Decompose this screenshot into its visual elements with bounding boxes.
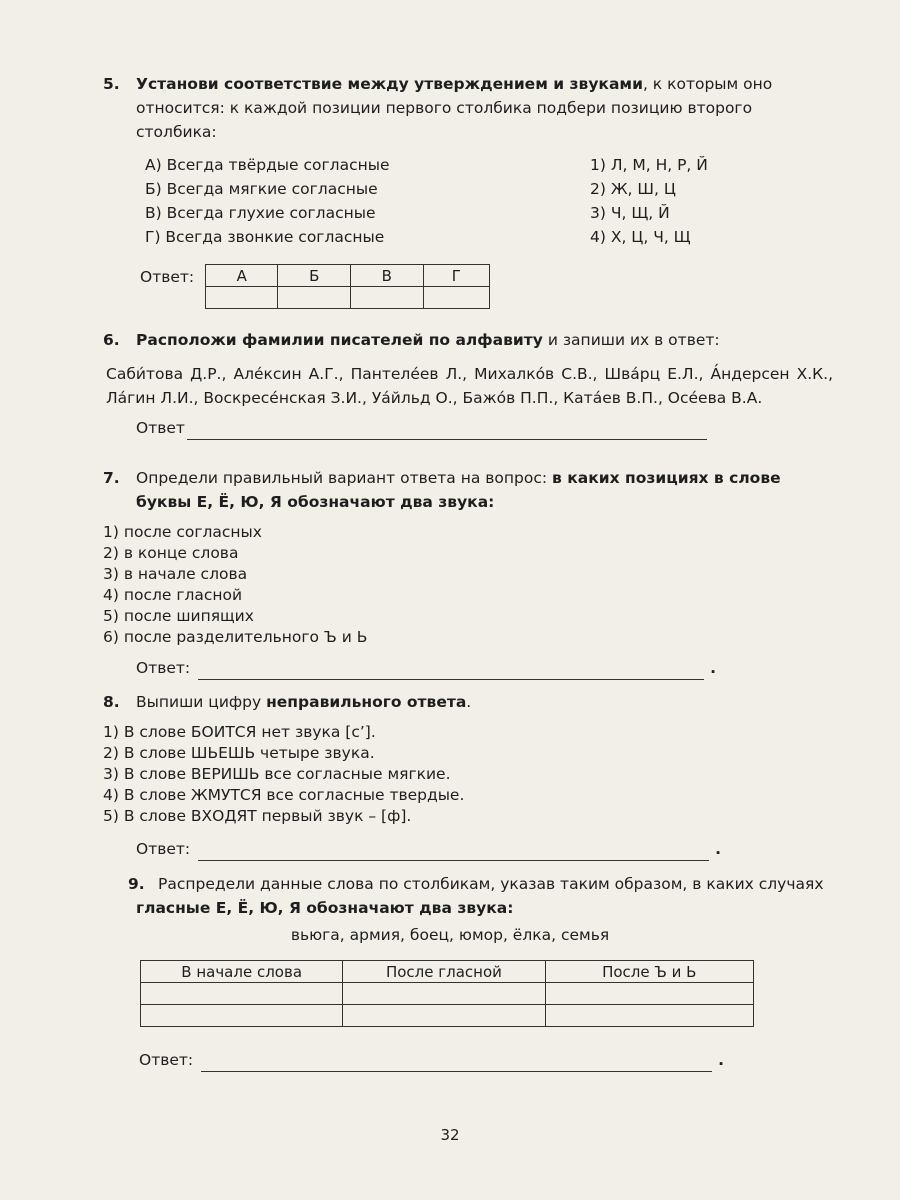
answer-label: Ответ:: [140, 268, 195, 286]
task-number: 5.: [103, 75, 120, 93]
task-number: 8.: [103, 693, 120, 711]
answer-label: Ответ: [136, 419, 185, 437]
task-prompt: Выпиши цифру неправильного ответа.: [136, 693, 472, 711]
task-prompt: Расположи фамилии писателей по алфавиту и запиши их в ответ:: [136, 331, 720, 349]
table-header: А: [206, 265, 278, 287]
list-item: 5) после шипящих: [103, 607, 254, 625]
task-number: 6.: [103, 331, 120, 349]
match-left-b: Б) Всегда мягкие согласные: [145, 180, 378, 198]
list-item: 2) В слове ШЬЕШЬ четыре звука.: [103, 744, 375, 762]
answer-line: Ответ: .: [139, 1048, 724, 1072]
list-item: 1) В слове БОИТСЯ нет звука [с’].: [103, 723, 376, 741]
table-header: После Ъ и Ь: [545, 961, 753, 983]
page-number: 32: [440, 1126, 460, 1144]
list-item: 6) после разделительного Ъ и Ь: [103, 628, 368, 646]
options-list: [103, 722, 833, 827]
task-7: [103, 466, 833, 680]
match-left-a: А) Всегда твёрдые согласные: [145, 156, 390, 174]
answer-line: [136, 416, 833, 440]
answer-label: Ответ:: [139, 1051, 194, 1069]
list-item: 4) после гласной: [103, 586, 243, 604]
task-prompt: Распредели данные слова по столбикам, указав таким образом, в каких случаях гласные Е, Ё, Ю, Я обозначают два звука:: [136, 875, 824, 917]
task-number: 9.: [128, 875, 145, 893]
table-header: В: [351, 265, 424, 287]
table-header: После гласной: [343, 961, 545, 983]
list-item: 4) В слове ЖМУТСЯ все согласные твердые.: [103, 786, 465, 804]
task-prompt: Определи правильный вариант ответа на вопрос: в каких позициях в слове буквы Е, Ё, Ю, Я обозначают два звука:: [136, 469, 781, 511]
task-5: [103, 72, 833, 144]
answer-label: Ответ:: [136, 840, 191, 858]
answer-cell[interactable]: [278, 287, 351, 309]
table-cell[interactable]: [343, 983, 545, 1005]
table-header: Г: [423, 265, 489, 287]
answer-field[interactable]: [201, 1055, 712, 1072]
distribution-table: [140, 960, 754, 1027]
answer-table: [205, 264, 490, 309]
answer-line: Ответ: .: [136, 656, 716, 680]
match-right-3: 3) Ч, Щ, Й: [590, 204, 670, 222]
match-left-c: В) Всегда глухие согласные: [145, 204, 376, 222]
answer-cell[interactable]: [206, 287, 278, 309]
match-right-4: 4) Х, Ц, Ч, Щ: [590, 228, 691, 246]
list-item: 3) В слове ВЕРИШЬ все согласные мягкие.: [103, 765, 451, 783]
table-cell[interactable]: [545, 983, 753, 1005]
task-number: 7.: [103, 469, 120, 487]
word-list: вьюга, армия, боец, юмор, ёлка, семья: [290, 926, 610, 944]
match-right-2: 2) Ж, Ш, Ц: [590, 180, 676, 198]
task-6: [103, 328, 833, 440]
task-8: [103, 690, 833, 861]
table-cell[interactable]: [141, 983, 343, 1005]
answer-label: Ответ:: [136, 659, 191, 677]
list-item: 1) после согласных: [103, 523, 262, 541]
answer-field[interactable]: [198, 844, 709, 861]
answer-cell[interactable]: [423, 287, 489, 309]
list-item: 3) в начале слова: [103, 565, 248, 583]
table-cell[interactable]: [343, 1005, 545, 1027]
answer-field[interactable]: [198, 663, 704, 680]
table-header: Б: [278, 265, 351, 287]
match-left-d: Г) Всегда звонкие согласные: [145, 228, 385, 246]
answer-cell[interactable]: [351, 287, 424, 309]
task-9-answer: [103, 1040, 833, 1072]
table-header: В начале слова: [141, 961, 343, 983]
task-9: [103, 872, 833, 920]
task-prompt: Установи соответствие между утверждением и звуками, к которым оно относится: к каждой позиции первого столбика подбери позицию второго столбика:: [136, 75, 773, 141]
options-list: [103, 522, 833, 648]
writer-names: Саби́това Д.Р., Але́ксин А.Г., Пантеле́ев Л., Михалко́в С.В., Шва́рц Е.Л., А́ндерсен Х.К., Ла́гин Л.И., Воскресе́нская З.И., Уа́йльд О., Бажо́в П.П., Ката́ев В.П., Осе́ева В.А.: [106, 365, 833, 407]
answer-line: Ответ: .: [136, 837, 721, 861]
answer-field[interactable]: [187, 423, 707, 440]
table-cell[interactable]: [545, 1005, 753, 1027]
list-item: 2) в конце слова: [103, 544, 239, 562]
list-item: 5) В слове ВХОДЯТ первый звук – [ф].: [103, 807, 412, 825]
table-cell[interactable]: [141, 1005, 343, 1027]
match-right-1: 1) Л, М, Н, Р, Й: [590, 156, 708, 174]
